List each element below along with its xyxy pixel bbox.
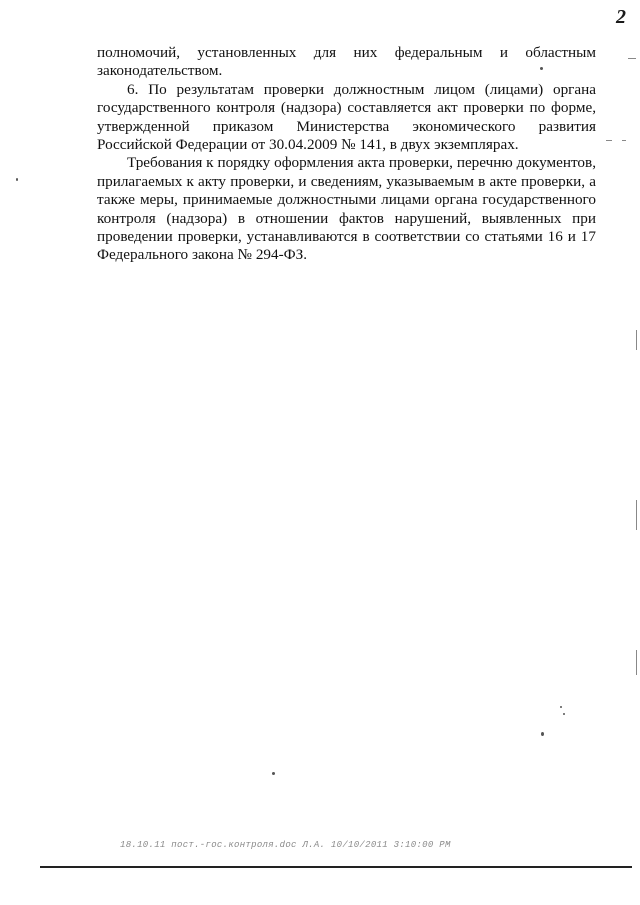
document-body [97,44,596,265]
scan-speck [563,713,565,715]
scan-edge-mark [636,330,637,350]
scan-edge-mark [606,140,612,141]
scan-speck [540,67,543,70]
page-number: 2 [616,6,626,28]
scan-edge-mark [636,500,637,530]
paragraph-requirements: Требования к порядку оформления акта проверки, перечню документов, прилагаемых к акту проверки, и сведениям, указываемым в акте проверки, а также меры, принимаемые должностными лицами органа государственного контроля (надзора) в отношении фактов нарушений, выявленных при проведении проверки, устанавливаются в соответствии со статьями 16 и 17 Федерального закона № 294-ФЗ. [97,154,596,264]
footer-file-info: 18.10.11 пост.-гос.контроля.doc Л.А. 10/10/2011 3:10:00 PM [120,840,451,850]
scan-speck [272,772,275,775]
scan-edge-mark [628,58,636,59]
paragraph-item-6: 6. По результатам проверки должностным лицом (лицами) органа государственного контроля (надзора) составляется акт проверки по форме, утвержденной приказом Министерства экономического развития Российской Федерации от 30.04.2009 № 141, в двух экземплярах. [97,80,596,154]
scan-edge-mark [636,650,637,675]
scan-edge-mark [622,140,626,141]
scan-speck [541,732,544,736]
bottom-rule [40,866,632,868]
scan-speck [16,178,18,181]
paragraph-continuation: полномочий, установленных для них федеральным и областным законодательством. [97,44,596,80]
scan-speck [560,706,562,708]
